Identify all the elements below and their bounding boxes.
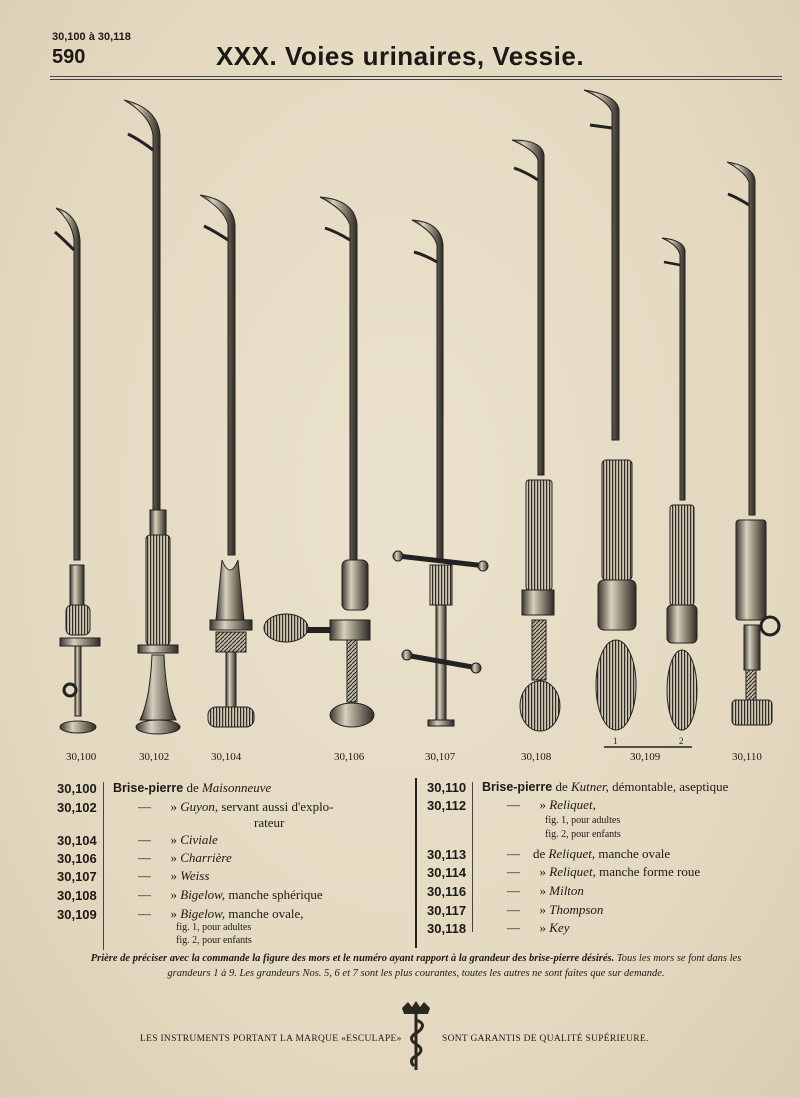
list-item-text: — » Reliquet, [507,797,596,812]
list-item: 30,117 [427,903,467,918]
footer-left-text: LES INSTRUMENTS PORTANT LA MARQUE «ESCULAPE» [140,1034,402,1044]
list-item-text: — » Charrière [138,850,232,865]
caption-30109: 30,109 [630,751,661,763]
caption-30100: 30,100 [66,751,97,763]
left-column-divider [103,782,104,950]
caption-30109-fig2: 2 [679,736,684,746]
caption-30108: 30,108 [521,751,552,763]
list-item-text: — » Bigelow, manche ovale, [138,906,304,921]
list-item: 30,116 [427,884,467,899]
list-item-text: Brise-pierre de Maisonneuve [113,780,272,795]
list-item: 30,109 [57,907,97,922]
list-item: 30,107 [57,869,97,884]
sub-note-fig1: fig. 1, pour adultes [545,815,621,826]
order-note-bold: Prière de préciser avec la commande la figure des mors et le numéro ayant rapport à la grandeur des brise-pierre désirés. [90,953,615,964]
list-item: 30,108 [57,888,97,903]
instrument-30106 [264,197,374,727]
esculape-trademark-logo [398,1000,434,1072]
sub-note-fig2: fig. 2, pour enfants [176,935,252,946]
list-item-text: — » Reliquet, manche forme roue [507,864,701,879]
list-item: 30,113 [427,847,467,862]
list-item: 30,110 [427,780,467,795]
list-item: 30,114 [427,865,467,880]
list-item-text: — » Milton [507,883,584,898]
sub-note-fig1: fig. 1, pour adultes [176,922,252,933]
sub-note-fig2: fig. 2, pour enfants [545,829,621,840]
caption-30107: 30,107 [425,751,456,763]
list-item: 30,104 [57,833,97,848]
instrument-30104 [200,195,254,727]
order-note [80,951,752,981]
footer-right-text: SONT GARANTIS DE QUALITÉ SUPÉRIEURE. [442,1034,649,1044]
list-item: 30,106 [57,851,97,866]
right-column-divider [472,782,473,932]
page-title: XXX. Voies urinaires, Vessie. [215,41,585,71]
page-number: 590 [52,46,86,68]
instrument-30100 [55,208,100,733]
instrument-30102 [124,100,180,734]
instrument-30109-fig2 [662,238,697,730]
instrument-30108 [512,140,560,731]
list-item-text: — » Bigelow, manche sphérique [138,887,323,902]
instrument-30109-fig1 [584,90,636,730]
list-item: 30,100 [57,781,97,796]
caption-30109-fig1: 1 [613,736,618,746]
caption-30110: 30,110 [732,751,762,763]
list-item-text: Brise-pierre de Kutner, démontable, aseptique [482,779,729,794]
list-item-text: — » Key [507,920,570,935]
instrument-30107 [393,220,488,726]
list-item-text: — de Reliquet, manche ovale [507,846,671,861]
list-item: 30,112 [427,798,467,813]
instrument-30110 [727,162,779,725]
list-item-text: — » Guyon, servant aussi d'explo- [138,799,334,814]
page-range: 30,100 à 30,118 [52,31,131,43]
list-item-text: — » Weiss [138,868,210,883]
list-item-text: — » Civiale [138,832,218,847]
list-item-text-continuation: rateur [254,815,285,830]
list-item: 30,102 [57,800,97,815]
order-note-text: Tous les mors se font dans les grandeurs 1 à 9. Les grandeurs Nos. 5, 6 et 7 sont les plus courantes, toutes les autres ne sont faites que sur demande. [167,953,742,979]
caption-30106: 30,106 [334,751,365,763]
caption-30104: 30,104 [211,751,242,763]
list-item: 30,118 [427,921,467,936]
center-divider [415,778,417,948]
list-item-text: — » Thompson [507,902,604,917]
caption-30102: 30,102 [139,751,170,763]
